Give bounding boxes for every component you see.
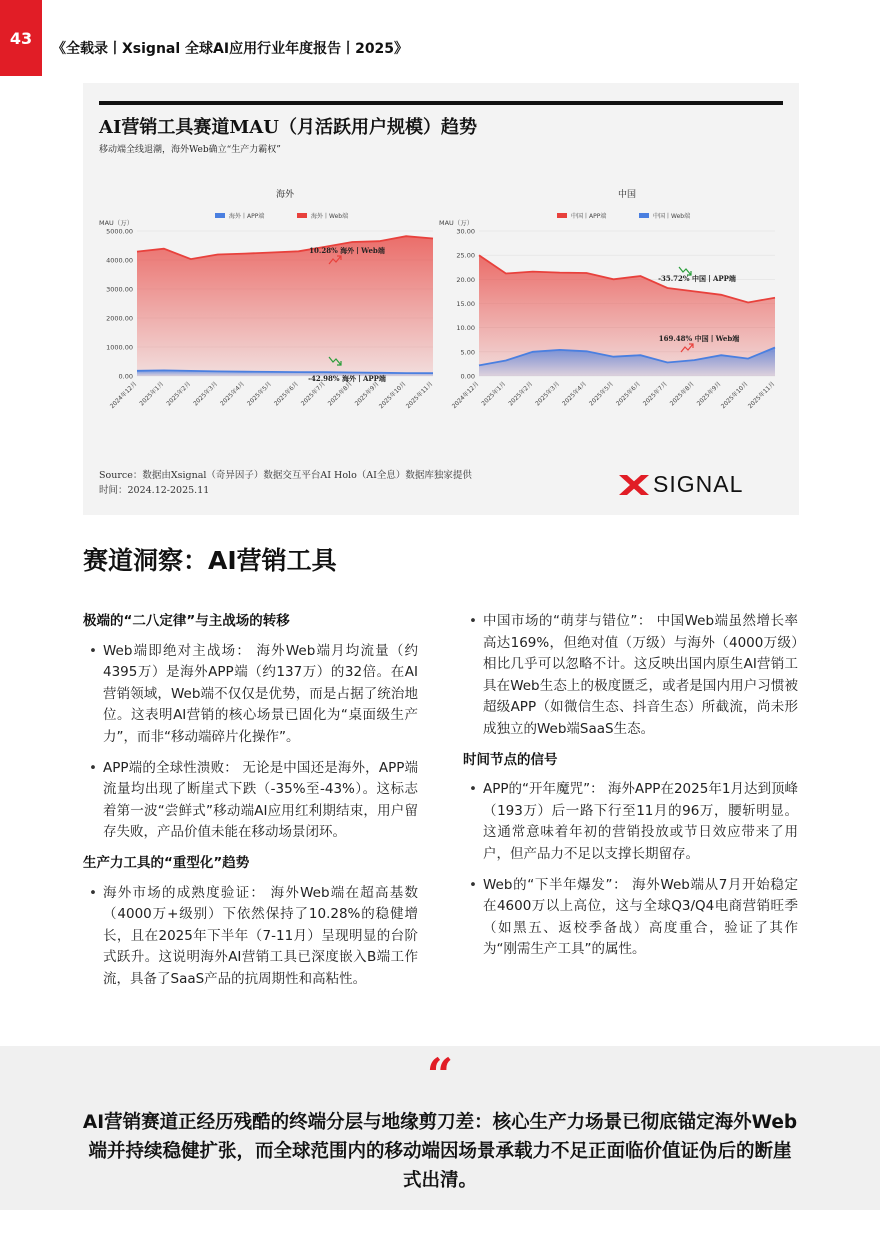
- y-tick-label: 0.00: [118, 372, 133, 381]
- subheading-timing: 时间节点的信号: [463, 751, 558, 768]
- annotation-label: -42.98% 海外丨APP端: [308, 374, 386, 383]
- x-tick-label: 2025年8月: [668, 380, 696, 408]
- chart-overseas-svg: [97, 181, 443, 439]
- x-tick-label: 2025年6月: [614, 380, 642, 408]
- x-tick-label: 2025年11月: [746, 380, 777, 411]
- list-china: [463, 611, 798, 741]
- list-item: • Web的“下半年爆发”： 海外Web端从7月开始稳定在4600万以上高位，这与全球Q3/Q4电商营销旺季（如黑五、返校季备战）高度重合，验证了其作为“刚需生产工具”的属性。: [463, 875, 798, 961]
- x-tick-label: 2025年7月: [641, 380, 669, 408]
- chart-title: 中国: [617, 190, 637, 200]
- y-tick-label: 5000.00: [106, 227, 133, 236]
- x-tick-label: 2025年4月: [561, 380, 589, 408]
- series-area: [137, 236, 433, 376]
- right-column: [463, 611, 798, 970]
- chart-overseas: [97, 181, 443, 439]
- figure-source: [99, 468, 472, 498]
- x-logo-icon: [619, 475, 649, 495]
- chart-title: 海外: [275, 190, 295, 200]
- y-axis-label: MAU（万）: [439, 219, 474, 227]
- logo-text: SIGNAL: [653, 471, 744, 497]
- legend-swatch: [639, 213, 649, 218]
- x-tick-label: 2025年6月: [272, 380, 300, 408]
- legend-swatch: [215, 213, 225, 218]
- x-tick-label: 2025年10月: [377, 380, 408, 411]
- legend-label: 海外丨Web端: [311, 213, 349, 220]
- figure-subtitle: 移动端全线退潮，海外Web确立“生产力霸权”: [99, 145, 281, 155]
- y-tick-label: 1000.00: [106, 343, 133, 352]
- x-tick-label: 2025年1月: [480, 380, 508, 408]
- legend-swatch: [297, 213, 307, 218]
- list-pareto: [83, 641, 418, 844]
- y-axis-label: MAU（万）: [99, 219, 134, 227]
- annotation-label: 10.28% 海外丨Web端: [309, 246, 385, 255]
- list-item: • 中国市场的“萌芽与错位”： 中国Web端虽然增长率高达169%，但绝对值（万级）与海外（4000万级）相比几乎可以忽略不计。这反映出国内原生AI营销工具在Web生态上的极度匮乏，或者是国内用户习惯被超级APP（如微信生态、抖音生态）所截流，尚未形成独立的Web端SaaS生态。: [463, 611, 798, 741]
- x-tick-label: 2025年2月: [507, 380, 535, 408]
- chart-china: [437, 181, 783, 439]
- period-text: 时间：2024.12-2025.11: [99, 485, 210, 496]
- subheading-pareto: 极端的“二八定律”与主战场的转移: [83, 613, 290, 629]
- y-tick-label: 20.00: [456, 275, 475, 284]
- y-tick-label: 15.00: [456, 300, 475, 308]
- x-tick-label: 2024年12月: [108, 380, 139, 411]
- legend-label: 中国丨Web端: [653, 213, 691, 220]
- x-tick-label: 2025年9月: [353, 380, 381, 408]
- legend-label: 中国丨APP端: [571, 213, 607, 220]
- x-tick-label: 2025年5月: [246, 380, 273, 408]
- y-tick-label: 30.00: [456, 227, 475, 236]
- annotation-label: 169.48% 中国丨Web端: [658, 334, 740, 343]
- legend-swatch: [557, 213, 567, 218]
- y-tick-label: 2000.00: [106, 314, 133, 323]
- y-tick-label: 25.00: [456, 251, 475, 260]
- xsignal-logo: [619, 471, 743, 498]
- x-tick-label: 2025年2月: [165, 380, 193, 408]
- x-tick-label: 2025年10月: [719, 380, 750, 411]
- x-tick-label: 2025年9月: [695, 380, 723, 408]
- y-tick-label: 5.00: [460, 348, 475, 357]
- list-heavy: [83, 883, 418, 991]
- quote-text: AI营销赛道正经历残酷的终端分层与地缘剪刀差：核心生产力场景已彻底锚定海外Web端并持续稳健扩张，而全球范围内的移动端因场景承载力不足正面临价值证伪后的断崖式出清。: [82, 1112, 798, 1191]
- x-tick-label: 2024年12月: [450, 380, 481, 411]
- section-heading: 赛道洞察：AI营销工具: [83, 546, 337, 575]
- y-tick-label: 0.00: [460, 372, 475, 381]
- source-text: Source：数据由Xsignal（奇异因子）数据交互平台AI Holo（AI全息）数据库独家提供: [99, 470, 472, 481]
- left-column: [83, 611, 418, 1000]
- x-tick-label: 2025年8月: [326, 380, 354, 408]
- report-title: 《全载录丨Xsignal 全球AI应用行业年度报告丨2025》: [52, 41, 409, 57]
- x-tick-label: 2025年7月: [299, 380, 327, 408]
- figure-title: AI营销工具赛道MAU（月活跃用户规模）趋势: [99, 117, 477, 138]
- annotation-label: -35.72% 中国丨APP端: [658, 274, 736, 283]
- list-item: • APP的“开年魔咒”： 海外APP在2025年1月达到顶峰（193万）后一路下行至11月的96万，腰斩明显。这通常意味着年初的营销投放或节日效应带来了用户，但产品力不足以支撑长期留存。: [463, 779, 798, 865]
- subheading-heavy: 生产力工具的“重型化”趋势: [83, 854, 250, 871]
- y-tick-label: 4000.00: [106, 256, 133, 265]
- x-tick-label: 2025年3月: [192, 380, 220, 408]
- x-tick-label: 2025年1月: [138, 380, 166, 408]
- list-item: • APP端的全球性溃败： 无论是中国还是海外，APP端流量均出现了断崖式下跌（-35%至-43%）。这标志着第一波“尝鲜式”移动端AI应用红利期结束，用户留存失败，产品价值未能在移动场景闭环。: [83, 758, 418, 844]
- list-item: • 海外市场的成熟度验证： 海外Web端在超高基数（4000万+级别）下依然保持了10.28%的稳健增长，且在2025年下半年（7-11月）呈现明显的台阶式跃升。这说明海外AI营销工具已深度嵌入B端工作流，具备了SaaS产品的抗周期性和高粘性。: [83, 883, 418, 991]
- quote-mark-icon: “: [426, 1048, 454, 1102]
- y-tick-label: 3000.00: [106, 285, 133, 294]
- page-number: 43: [0, 0, 42, 76]
- x-tick-label: 2025年5月: [588, 380, 615, 408]
- x-tick-label: 2025年4月: [219, 380, 247, 408]
- list-item: • Web端即绝对主战场： 海外Web端月均流量（约4395万）是海外APP端（约137万）的32倍。在AI营销领域，Web端不仅仅是优势，而是占据了统治地位。这表明AI营销的核心场景已固化为“桌面级生产力”，而非“移动端碎片化操作”。: [83, 641, 418, 749]
- figure-top-rule: [99, 101, 783, 105]
- x-tick-label: 2025年11月: [404, 380, 435, 411]
- pull-quote: [0, 1046, 880, 1210]
- x-tick-label: 2025年3月: [534, 380, 562, 408]
- list-timing: [463, 779, 798, 961]
- legend-label: 海外丨APP端: [229, 213, 265, 220]
- figure-panel: [83, 83, 799, 515]
- y-tick-label: 10.00: [456, 324, 475, 333]
- chart-china-svg: [437, 181, 783, 439]
